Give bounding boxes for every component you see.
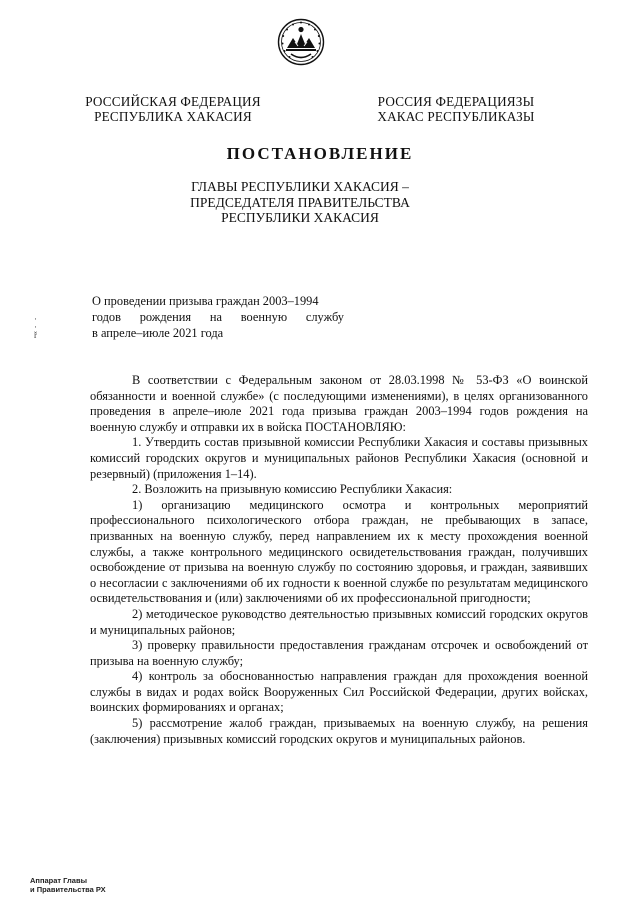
document-body <box>90 373 588 747</box>
body-paragraph: 2) методическое руководство деятельностью призывных комиссий городских округов и муниципальных районов; <box>90 606 588 637</box>
khakassia-coat-of-arms-icon <box>277 18 325 66</box>
subject-line: годов рождения на военную службу <box>92 310 344 324</box>
margin-mark-glyph: · <box>34 322 37 332</box>
document-subject <box>92 293 344 341</box>
body-paragraph: 1) организацию медицинского осмотра и контрольных мероприятий профессионального психологического отбора граждан, не пребывающих в запасе, призванных на военную службу, перед направлением их к месту прохождения военной службы, а также контрольного медицинского освидетельствования граждан, получивших освобождение от призыва на военную службу по состоянию здоровья, и граждан, заявивших о несогласии с заключениями об их годности к военной службе по результатам медицинского освидетельствования и (или) заключениями об их профессиональной пригодности; <box>90 497 588 606</box>
header-left <box>78 94 268 124</box>
subtitle-line: РЕСПУБЛИКИ ХАКАСИЯ <box>221 210 379 225</box>
footer-stamp-line: и Правительства РХ <box>30 885 106 894</box>
header-right-line: ХАКАС РЕСПУБЛИКАЗЫ <box>377 109 535 124</box>
header-left-line: РЕСПУБЛИКА ХАКАСИЯ <box>94 109 252 124</box>
header-right-line: РОССИЯ ФЕДЕРАЦИЯЗЫ <box>377 94 535 109</box>
body-paragraph: В соответствии с Федеральным законом от 28.03.1998 № 53-ФЗ «О воинской обязанности и военной службе» (с последующими изменениями), в целях организованного проведения в апреле–июле 2021 года призыва граждан 2003–1994 годов рождения на военную службу и отправки их в войска ПОСТАНОВЛЯЮ: <box>90 373 588 434</box>
body-paragraph: 3) проверку правильности предоставления гражданам отсрочек и освобождений от призыва на военную службу; <box>90 638 588 668</box>
footer-stamp <box>30 876 106 894</box>
header-left-line: РОССИЙСКАЯ ФЕДЕРАЦИЯ <box>85 94 261 109</box>
margin-mark-glyph: · <box>34 314 37 324</box>
subject-line: в апреле–июле 2021 года <box>92 326 224 340</box>
subtitle-line: ПРЕДСЕДАТЕЛЯ ПРАВИТЕЛЬСТВА <box>190 194 410 210</box>
margin-mark-glyph: ř <box>34 330 37 340</box>
footer-stamp-line: Аппарат Главы <box>30 876 87 885</box>
subject-line: О проведении призыва граждан 2003–1994 <box>92 294 319 308</box>
margin-mark <box>34 315 37 339</box>
header-right <box>368 94 544 124</box>
body-paragraph: 2. Возложить на призывную комиссию Республики Хакасия: <box>132 482 453 497</box>
body-paragraph: 4) контроль за обоснованностью направления граждан для прохождения военной службы в видах и родах войск Вооруженных Сил Российской Федерации, других войсках, воинских формированиях и органах; <box>90 669 588 715</box>
document-title: ПОСТАНОВЛЕНИЕ <box>226 144 414 163</box>
body-paragraph: 5) рассмотрение жалоб граждан, призываемых на военную службу, на решения (заключения) призывных комиссий городских округов и муниципальных районов. <box>90 716 588 746</box>
subtitle-line: ГЛАВЫ РЕСПУБЛИКИ ХАКАСИЯ – <box>191 179 409 194</box>
body-paragraph: 1. Утвердить состав призывной комиссии Республики Хакасия и составы призывных комиссий городских округов и муниципальных районов Республики Хакасия (основной и резервный) (приложения 1–14). <box>90 435 588 481</box>
document-subtitle <box>150 179 450 226</box>
